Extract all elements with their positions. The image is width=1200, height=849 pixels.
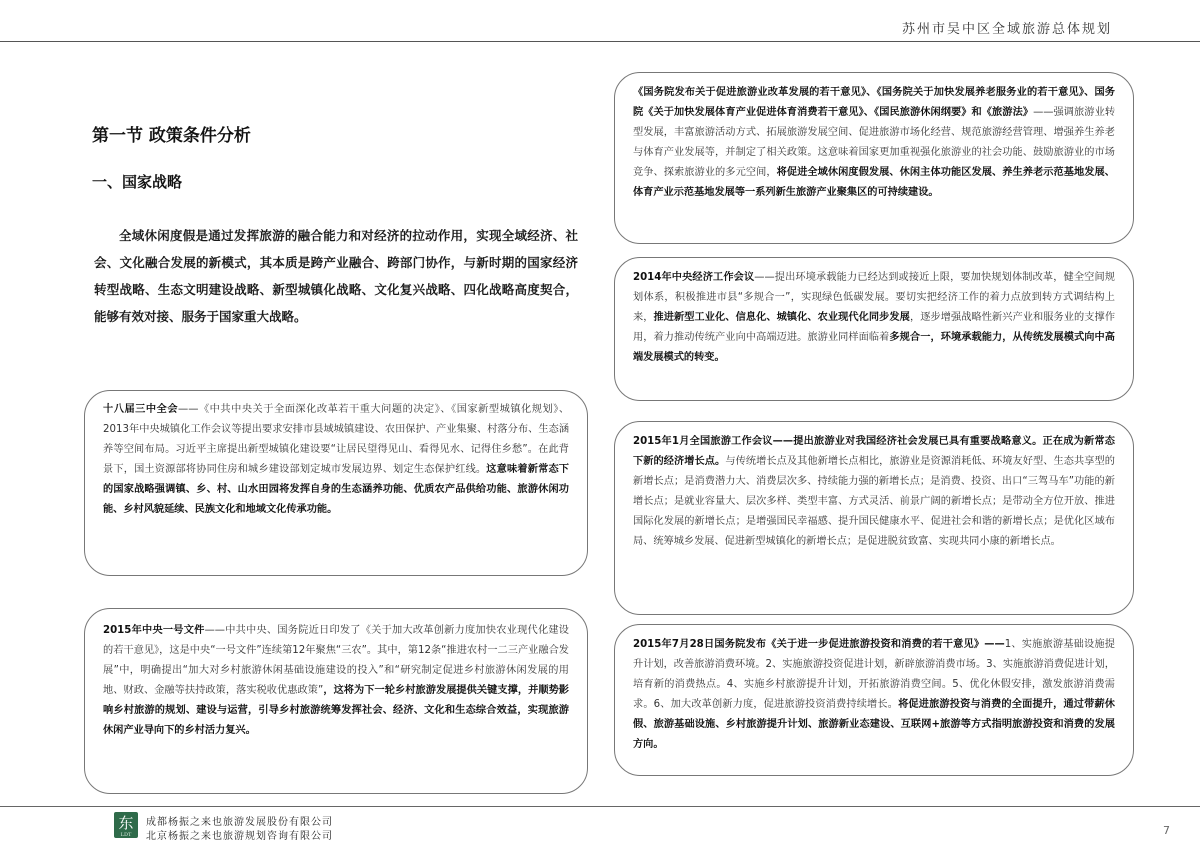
company-logo-icon	[114, 812, 138, 838]
header-divider	[0, 41, 1200, 42]
card-text: 1、实施旅游基础设施提升计划，改善旅游消费环境。2、实施旅游投资促进计划，新辟旅游消费市场。3、实施旅游消费促进计划，培育新的消费热点。4、实施乡村旅游提升计划，开拓旅游消费空间。5、优化休假安排，激发旅游消费需求。6、加大改革创新力度，促进旅游投资消费持续增长。	[633, 639, 1115, 710]
page-number: 7	[1163, 824, 1170, 837]
footer-company-beijing: 北京杨振之来也旅游规划咨询有限公司	[146, 831, 333, 842]
card-emphasis: 推进新型工业化、信息化、城镇化、农业现代化同步发展	[653, 312, 910, 323]
card-text: ——强调旅游业转型发展，丰富旅游活动方式、拓展旅游发展空间、促进旅游市场化经营、规范旅游经营管理、增强养生养老与体育产业发展等，并制定了相关政策。这意味着国家更加重视强化旅游业的社会功能、鼓励旅游业的市场竞争、探索旅游业的多元空间，	[633, 107, 1116, 178]
logo-subtext: LDT	[120, 832, 132, 838]
card-text: ，逐步增强战略性新兴产业和服务业的支撑作用，着力推动传统产业向中高端迈进。旅游业同样面临着	[633, 312, 1116, 343]
card-emphasis: 将促进全域休闲度假发展、休闲主体功能区发展、养生养老示范基地发展、体育产业示范基地发展等一系列新生旅游产业聚集区的可持续建设。	[633, 167, 1115, 198]
card-text: ——提出环境承载能力已经达到或接近上限，要加快规划体制改革，健全空间规划体系，积极推进市县“多规合一”，实现绿色低碳发展。要切实把经济工作的着力点放到转方式调结构上来，	[633, 272, 1115, 323]
card-lead: 《国务院发布关于促进旅游业改革发展的若干意见》、《国务院关于加快发展养老服务业的若干意见》、国务院《关于加快发展体育产业促进体育消费若干意见》、《国民旅游休闲纲要》和《旅游法》	[633, 87, 1115, 118]
card-text: ——中共中央、国务院近日印发了《关于加大改革创新力度加快农业现代化建设的若干意见》，这是中央“一号文件”连续第12年聚焦“三农”。其中，第12条“推进农村一二三产业融合发展”中，明确提出“加大对乡村旅游休闲基础设施建设的投入”和“研究制定促进乡村旅游休闲发展的用地、财政、金融等扶持政策，落实税收优惠政策”	[103, 625, 569, 696]
card-lead: 十八届三中全会	[103, 404, 179, 415]
footer-divider	[0, 806, 1200, 807]
card-emphasis: ，这将为下一轮乡村旅游发展提供关键支撑，并顺势影响乡村旅游的规划、建设与运营，引导乡村旅游统筹发挥社会、经济、文化和生态综合效益，实现旅游休闲产业导向下的乡村活力复兴。	[103, 685, 569, 736]
card-lead: 2015年中央一号文件	[103, 625, 205, 636]
card-lead: 2015年7月28日国务院发布《关于进一步促进旅游投资和消费的若干意见》——	[633, 639, 1005, 650]
policy-card-investment-consumption	[614, 624, 1134, 776]
subsection-title: 一、国家战略	[92, 173, 183, 191]
footer-company-chengdu: 成都杨振之来也旅游发展股份有限公司	[146, 817, 333, 828]
policy-card-third-plenum	[84, 390, 588, 576]
policy-card-state-council-opinions	[614, 72, 1134, 244]
intro-paragraph: 全域休闲度假是通过发挥旅游的融合能力和对经济的拉动作用，实现全域经济、社会、文化融合发展的新模式，其本质是跨产业融合、跨部门协作，与新时期的国家经济转型战略、生态文明建设战略、新型城镇化战略、文化复兴战略、四化战略高度契合，能够有效对接、服务于国家重大战略。	[94, 228, 578, 324]
logo-character: 东	[118, 814, 134, 832]
card-text: ——《中共中央关于全面深化改革若干重大问题的决定》、《国家新型城镇化规划》、2013年中央城镇化工作会议等提出要求安排市县域城镇建设、农田保护、产业集聚、村落分布、生态涵养等空间布局。习近平主席提出新型城镇化建设要“让居民望得见山、看得见水、记得住乡愁”。在此背景下，国土资源部将协同住房和城乡建设部划定城市发展边界、划定生态保护红线。	[103, 404, 570, 475]
policy-card-national-tourism-conference	[614, 421, 1134, 615]
card-lead: 2015年1月全国旅游工作会议——提出旅游业对我国经济社会发展已具有重要战略意义。正在成为新常态下新的经济增长点。	[633, 436, 1115, 467]
policy-card-economic-work-conference	[614, 257, 1134, 401]
card-lead: 2014年中央经济工作会议	[633, 272, 755, 283]
card-text: 与传统增长点及其他新增长点相比，旅游业是资源消耗低、环境友好型、生态共享型的新增长点；是消费潜力大、消费层次多、持续能力强的新增长点；是消费、投资、出口“三驾马车”功能的新增长点；是就业容量大、层次多样、类型丰富、方式灵活、前景广阔的新增长点；是带动全方位开放、推进国际化发展的新增长点；是增强国民幸福感、提升国民健康水平、促进社会和谐的新增长点；是优化区域布局、统筹城乡发展、促进新型城镇化的新增长点；是促进脱贫致富、实现共同小康的新增长点。	[633, 456, 1115, 547]
document-header-title: 苏州市吴中区全域旅游总体规划	[901, 22, 1112, 37]
section-title: 第一节 政策条件分析	[92, 126, 251, 146]
card-emphasis: 将促进旅游投资与消费的全面提升，通过带薪休假、旅游基础设施、乡村旅游提升计划、旅游新业态建设、互联网+旅游等方式指明旅游投资和消费的发展方向。	[633, 699, 1115, 750]
card-emphasis: 多规合一，环境承载能力，从传统发展模式向中高端发展模式的转变。	[633, 332, 1115, 363]
policy-card-no1-document	[84, 608, 588, 794]
card-emphasis: 这意味着新常态下的国家战略强调镇、乡、村、山水田园将发挥自身的生态涵养功能、优质农产品供给功能、旅游休闲功能、乡村风貌延续、民族文化和地域文化传承功能。	[103, 464, 569, 515]
